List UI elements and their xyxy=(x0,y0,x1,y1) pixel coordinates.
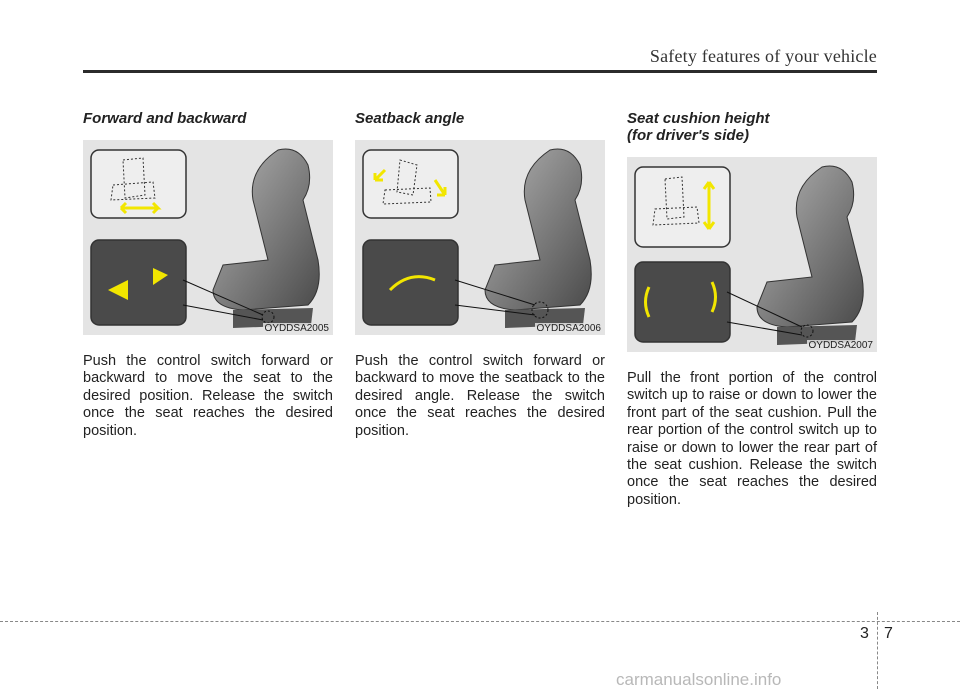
watermark: carmanualsonline.info xyxy=(616,670,782,689)
section-body: Pull the front portion of the control switch up to raise or down to lower the front part of the seat cushion. Pull the rear portion of the control switch up to raise or down to lower the rear part of the seat cushion. Release the switch once the seat reaches the desired position. xyxy=(627,370,877,508)
section-title: Seatback angle xyxy=(355,110,465,127)
seat-illustration xyxy=(83,140,333,335)
figure-code: OYDDSA2006 xyxy=(536,323,601,334)
seat-illustration-graphic xyxy=(355,140,605,335)
header-title: Safety features of your vehicle xyxy=(649,46,877,66)
chapter-number: 3 xyxy=(860,625,869,642)
seat-illustration xyxy=(627,157,877,352)
footer-dashed-divider xyxy=(877,612,878,689)
figure-code: OYDDSA2005 xyxy=(264,323,329,334)
header-rule xyxy=(83,70,877,73)
page-number: 7 xyxy=(884,625,893,642)
section-cushion-height xyxy=(627,110,877,509)
seat-illustration-graphic xyxy=(627,157,877,352)
section-body: Push the control switch forward or backward to move the seatback to the desired angle. Release the switch once the seat reaches the desired position. xyxy=(355,353,605,439)
footer-dashed-line xyxy=(0,621,960,622)
section-title: Forward and backward xyxy=(83,110,247,127)
figure-code: OYDDSA2007 xyxy=(808,340,873,351)
section-seatback-angle xyxy=(355,110,605,440)
section-title: Seat cushion height (for driver's side) xyxy=(627,110,770,144)
seat-illustration xyxy=(355,140,605,335)
seat-illustration-graphic xyxy=(83,140,333,335)
section-body: Push the control switch forward or backward to move the seat to the desired position. Release the switch once the seat reaches the desired position. xyxy=(83,353,333,439)
section-forward-backward xyxy=(83,110,333,440)
